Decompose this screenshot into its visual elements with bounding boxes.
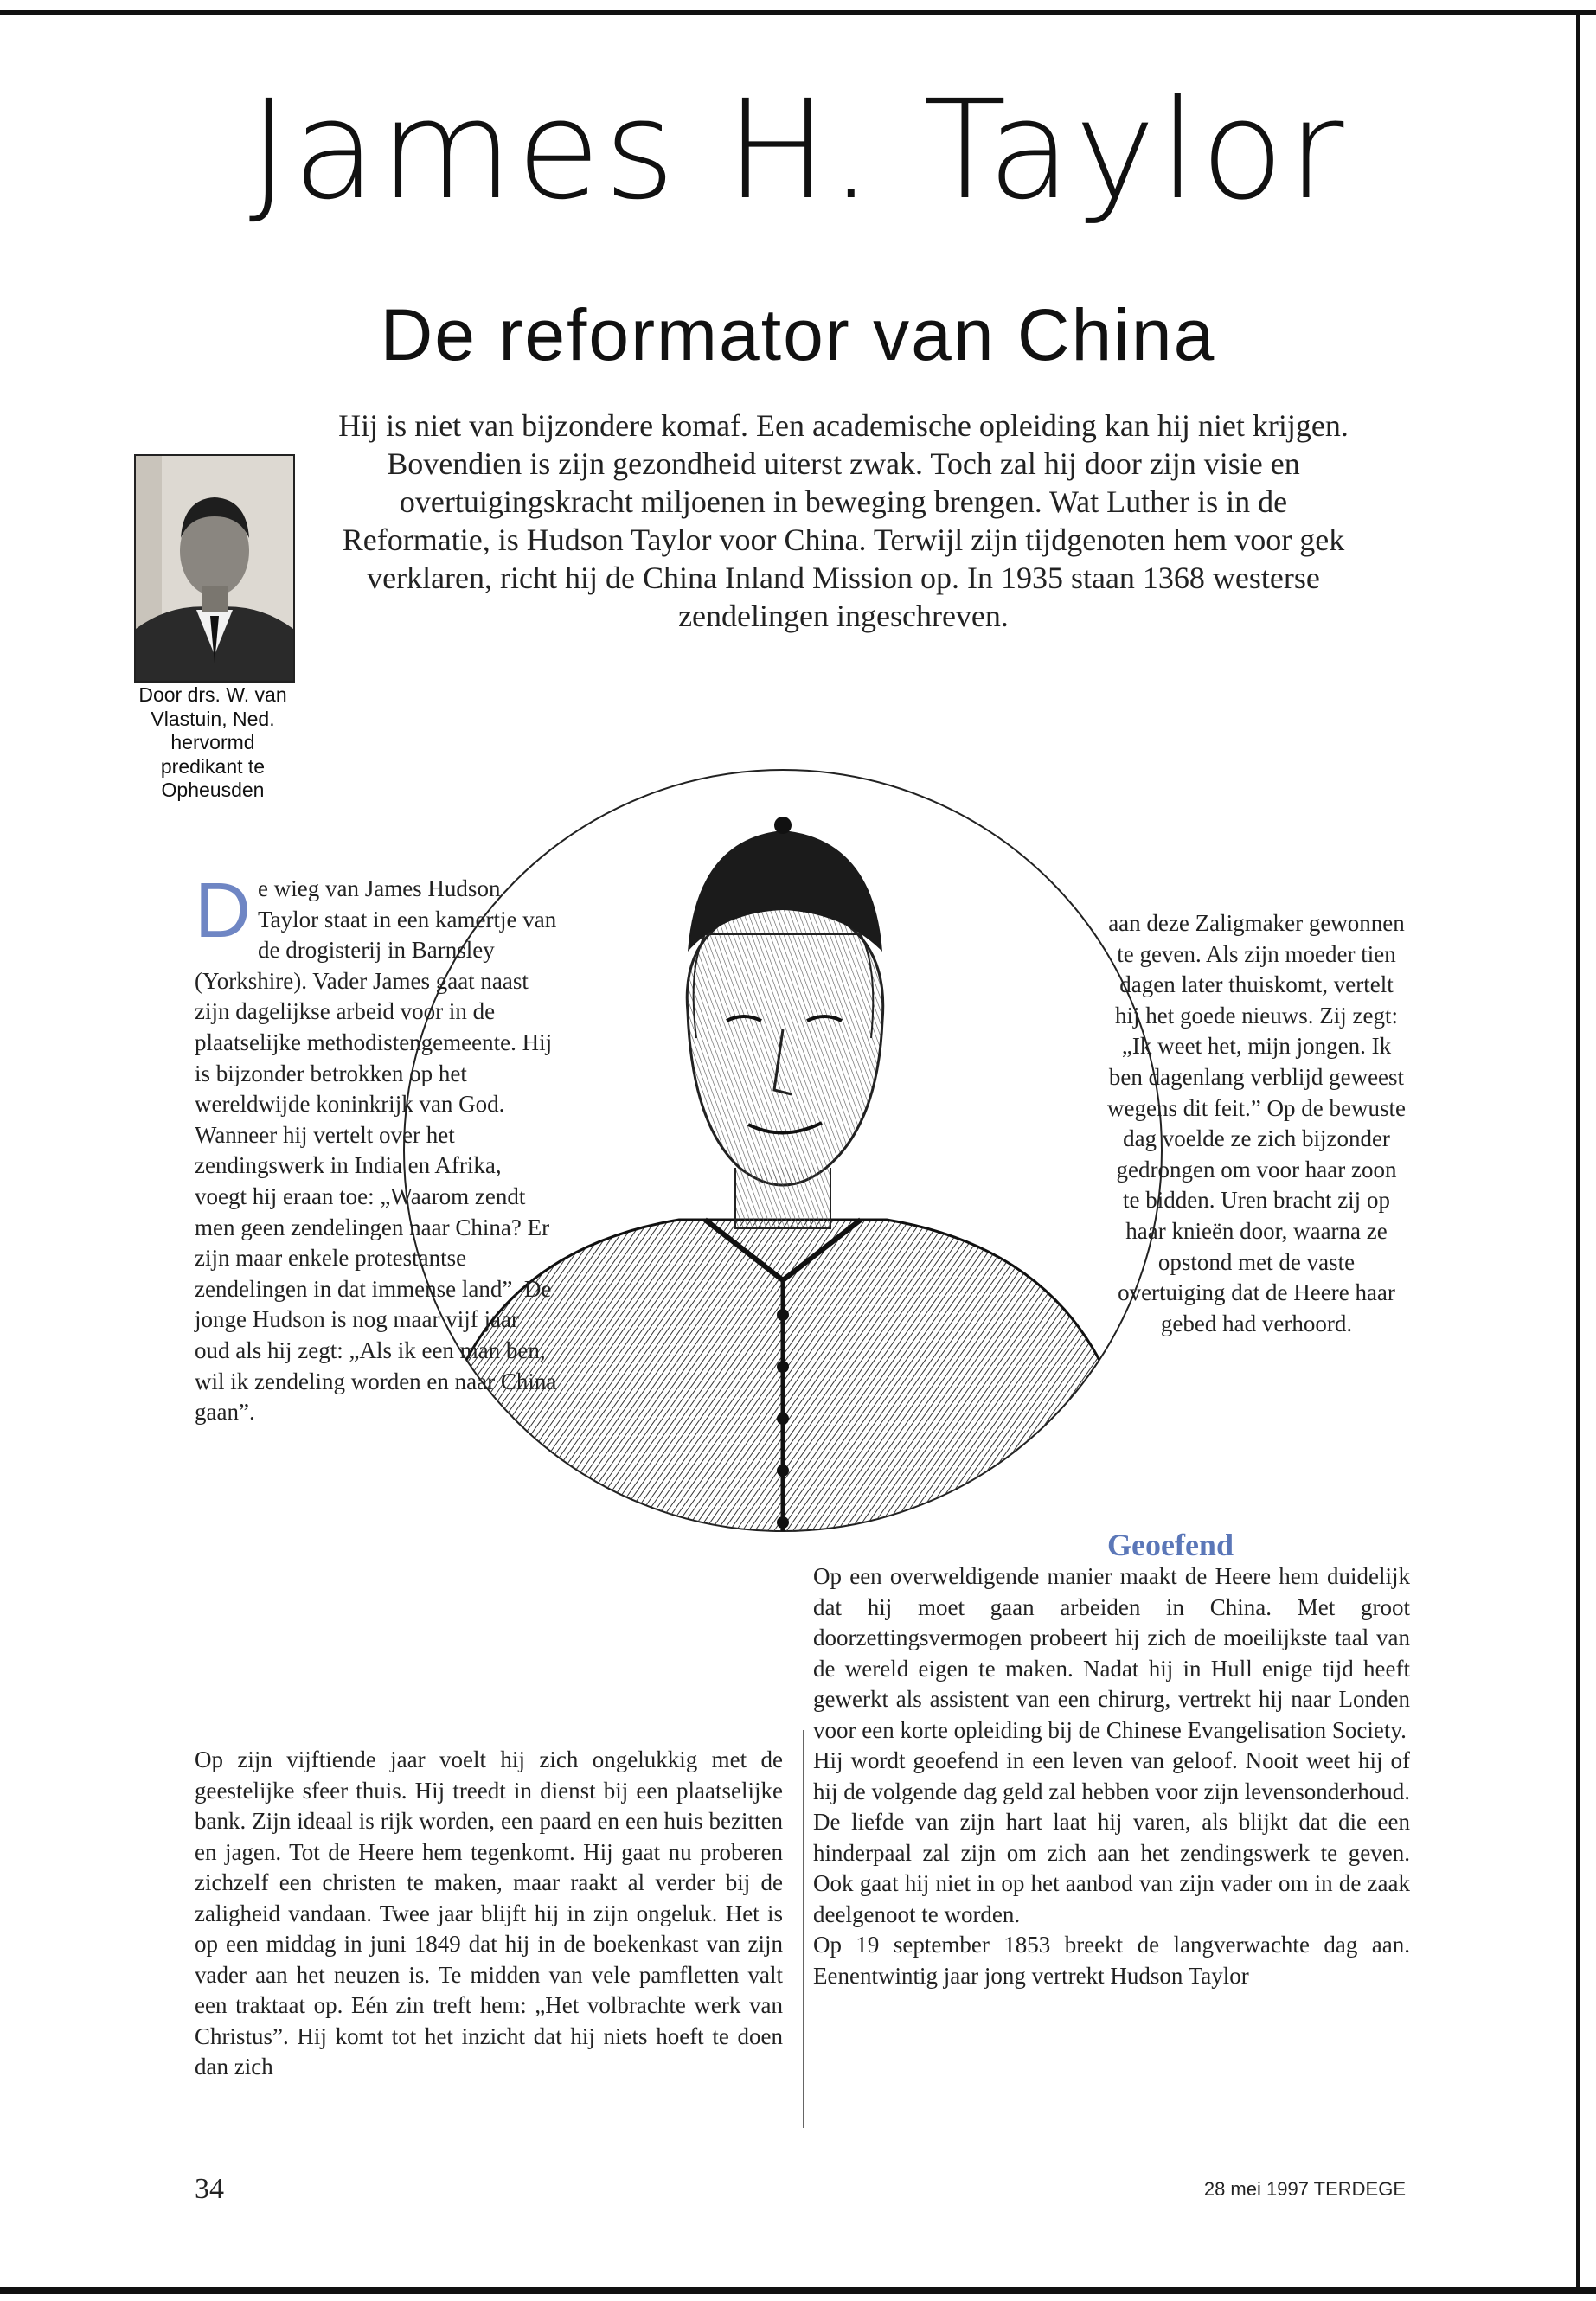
column-divider	[803, 1730, 804, 2128]
right-column	[1107, 908, 1406, 1339]
footer-date-publication: 28 mei 1997 TERDEGE	[1203, 2178, 1406, 2200]
right-column-text: aan deze Zaligmaker gewonnen te geven. Als zijn moeder tien dagen later thuiskomt, vertelt hij het goede nieuws. Zij zegt: „Ik weet het, mijn jongen. Ik ben dagenlang verblijd geweest wegens dit feit.” Op de bewuste dag voelde ze zich bijzonder gedrongen om voor haar zoon te bidden. Uren bracht zij op haar knieën door, waarna ze opstond met de vaste overtuiging dat de Heere haar gebed had verhoord.	[1107, 910, 1406, 1336]
bottom-right-paragraph-2: Hij wordt geoefend in een leven van geloof. Nooit weet hij of hij de volgende dag geld zal hebben voor zijn levensonderhoud. De liefde van zijn hart laat hij varen, als blijkt dat die een hinderpaal zal zijn om zich aan het zendingswerk te geven. Ook gaat hij niet in op het aanbod van zijn vader om in de zaak deelgenoot te worden.	[813, 1747, 1410, 1927]
left-column	[195, 868, 558, 1428]
drop-cap: D	[195, 868, 251, 954]
lead-paragraph: Hij is niet van bijzondere komaf. Een academische opleiding kan hij niet krijgen. Bovendien is zijn gezondheid uiterst zwak. Toch zal hij door zijn visie en overtuigingskracht miljoenen in beweging brengen. Wat Luther is in de Reformatie, is Hudson Taylor voor China. Terwijl zijn tijdgenoten hem voor gek verklaren, richt hij de China Inland Mission op. In 1935 staan 1368 westerse zendelingen ingeschreven.	[338, 408, 1349, 633]
bottom-border	[0, 2287, 1596, 2294]
bottom-right-paragraph-3: Op 19 september 1853 breekt de langverwachte dag aan. Eenentwintig jaar jong vertrekt Hudson Taylor	[813, 1932, 1410, 1989]
section-heading: Geoefend	[1107, 1528, 1234, 1562]
article-subtitle: De reformator van China	[380, 294, 1216, 375]
bottom-left-column	[195, 1721, 783, 2106]
top-border	[0, 10, 1596, 15]
bottom-right-column	[813, 1561, 1410, 1991]
bottom-left-text: Op zijn vijftiende jaar voelt hij zich ongelukkig met de geestelijke sfeer thuis. Hij treedt in dienst bij een plaatselijke bank. Zijn ideaal is rijk worden, een paard en een huis bezitten en jagen. Tot de Heere hem tegenkomt. Hij gaat nu proberen zichzelf een christen te maken, maar raakt al verder bij de zaligheid vandaan. Twee jaar blijft hij in zijn ongeluk. Het is op een middag in juni 1849 dat hij in de boekenkast van zijn vader aan het neuzen is. Te midden van vele pamfletten valt een traktaat op. Eén zin treft hem: „Het volbrachte werk van Christus”. Hij komt tot het inzicht dat hij niets hoeft te doen dan zich	[195, 1747, 783, 2080]
bottom-right-paragraph-1: Op een overweldigende manier maakt de Heere hem duidelijk dat hij moet gaan arbeiden in China. Met groot doorzettingsvermogen probeert hij zich de moeilijkste taal van de wereld eigen te maken. Nadat hij in Hull enige tijd heeft gewerkt als assistent van een chirurg, vertrekt hij naar Londen voor een korte opleiding bij de Chinese Evangelisation Society.	[813, 1563, 1410, 1743]
article-title: James H. Taylor	[248, 71, 1348, 230]
page-number: 34	[195, 2173, 224, 2205]
author-photo	[134, 454, 295, 683]
author-byline: Door drs. W. van Vlastuin, Ned. hervormd predikant te Opheusden	[138, 683, 287, 802]
left-column-text: e wieg van James Hudson Taylor staat in een kamertje van de drogisterij in Barnsley (Yorkshire). Vader James gaat naast zijn dagelijkse arbeid voor in de plaatselijke methodistengemeente. Hij is bijzonder betrokken op het wereldwijde koninkrijk van God. Wanneer hij vertelt over het zendingswerk in India en Afrika, voegt hij eraan toe: „Waarom zendt men geen zendelingen naar China? Er zijn maar enkele protestantse zendelingen in dat immense land”. De jonge Hudson is nog maar vijf jaar oud als hij zegt: „Als ik een man ben, wil ik zendeling worden en naar China gaan”.	[195, 875, 557, 1426]
